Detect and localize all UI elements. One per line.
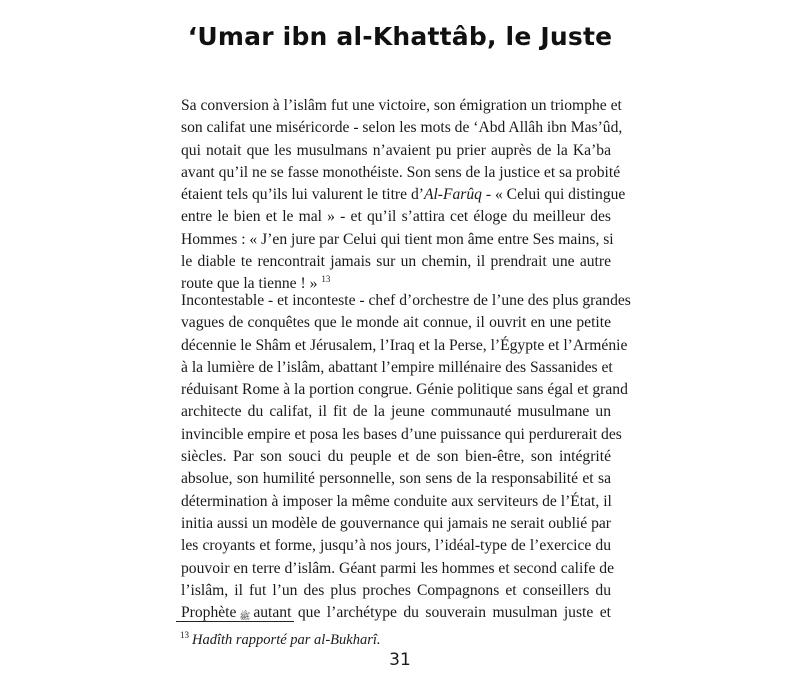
text-line: vagues de conquêtes que le monde ait connue, il ouvrit en une petite <box>181 314 611 332</box>
page-title: ‘Umar ibn al-Khattâb, le Juste <box>187 22 613 51</box>
text-line: son califat une miséricorde - selon les mots de ‘Abd Allâh ibn Mas’ûd, <box>181 119 623 137</box>
text-line: qui notait que les musulmans n’avaient pu prier auprès de la Ka’ba <box>181 141 611 159</box>
text-line: Sa conversion à l’islâm fut une victoire, son émigration un triomphe et <box>181 97 622 114</box>
text-line: le diable te rencontrait jamais sur un chemin, il prendrait une autre <box>181 253 611 271</box>
text-fragment: - « Celui qui distingue <box>481 186 626 204</box>
paragraph-2 <box>181 290 631 627</box>
page-number: 31 <box>389 650 411 670</box>
footnote <box>180 630 381 649</box>
text-fragment: autant que l’archétype du souverain musulman juste et <box>253 604 611 622</box>
text-line: Hommes : « J’en jure par Celui qui tient mon âme entre Ses mains, si <box>181 230 614 248</box>
text-line: Incontestable - et inconteste - chef d’orchestre de l’une des plus grandes <box>181 292 631 309</box>
text-line: décennie le Shâm et Jérusalem, l’Iraq et la Perse, l’Égypte et l’Arménie <box>181 336 628 354</box>
text-line: l’islâm, il fut l’un des plus proches Compagnons et conseillers du <box>181 581 611 599</box>
text-line: avant qu’il ne se fasse monothéiste. Son sens de la justice et sa probité <box>181 163 621 181</box>
text-line: siècles. Par son souci du peuple et de son bien-être, son intégrité <box>181 448 611 466</box>
text-fragment: Prophète <box>181 604 237 622</box>
text-line: absolue, son humilité personnelle, son sens de la responsabilité et sa <box>181 470 611 488</box>
footnote-text: Hadîth rapporté par al-Bukharî. <box>192 631 381 648</box>
text-fragment: route que la tienne ! » <box>181 275 318 293</box>
text-line: les croyants et forme, jusqu’à nos jours, l’idéal-type de l’exercice du <box>181 537 611 555</box>
text-line <box>181 184 626 206</box>
paragraph-1 <box>181 95 626 296</box>
text-line: réduisant Rome à la portion congrue. Génie politique sans égal et grand <box>181 381 628 399</box>
text-line: initia aussi un modèle de gouvernance qui jamais ne serait oublié par <box>181 514 611 532</box>
text-line <box>181 602 611 627</box>
text-fragment: étaient tels qu’ils lui valurent le titre d’ <box>181 186 424 204</box>
text-line: pouvoir en terre d’islâm. Géant parmi les hommes et second calife de <box>181 559 615 577</box>
text-line: entre le bien et le mal » - et qu’il s’attira cet éloge du meilleur des <box>181 208 611 226</box>
honorific-glyph: ﷺ <box>239 611 251 622</box>
text-line: détermination à imposer la même conduite aux serviteurs de l’État, il <box>181 492 612 510</box>
title-al-faruq: Al-Farûq <box>423 186 482 204</box>
text-line: architecte du califat, il fit de la jeune communauté musulmane un <box>181 403 611 421</box>
footnote-reference: 13 <box>321 274 331 285</box>
footnote-divider <box>176 621 294 622</box>
footnote-number: 13 <box>180 630 189 640</box>
text-line: invincible empire et posa les bases d’une puissance qui perdurerait des <box>181 425 622 443</box>
text-line: à la lumière de l’islâm, abattant l’empire millénaire des Sassanides et <box>181 358 613 376</box>
